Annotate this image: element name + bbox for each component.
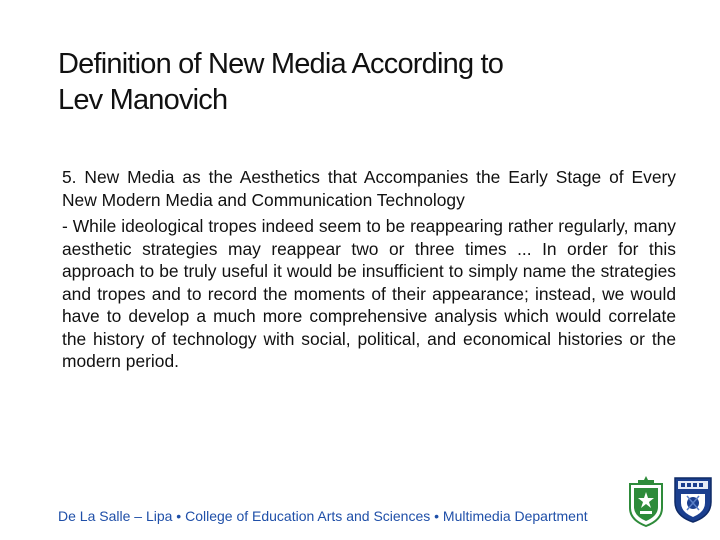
slide-body [62,166,676,373]
slide-title-line-2: Lev Manovich [58,84,228,116]
school-crest-icon [626,474,666,528]
body-paragraph: - While ideological tropes indeed seem to be reappearing rather regularly, many aesthetic strategies may reappear two or three times ... In order for this approach to be truly useful it would be insufficient to simply name the strategies and tropes and to record the moments of their appearance; instead, we would have to develop a much more comprehensive analysis which would correlate the history of technology with social, political, and economical histories or the modern period. [62,216,676,371]
slide-title-line-1: Definition of New Media According to [58,48,504,80]
section-heading: 5. New Media as the Aesthetics that Accompanies the Early Stage of Every New Modern Media and Communication Technology [62,167,676,210]
slide-title [58,46,678,118]
department-shield-icon [672,474,714,524]
slide-footer: De La Salle – Lipa • College of Education Arts and Sciences • Multimedia Department [58,508,588,524]
